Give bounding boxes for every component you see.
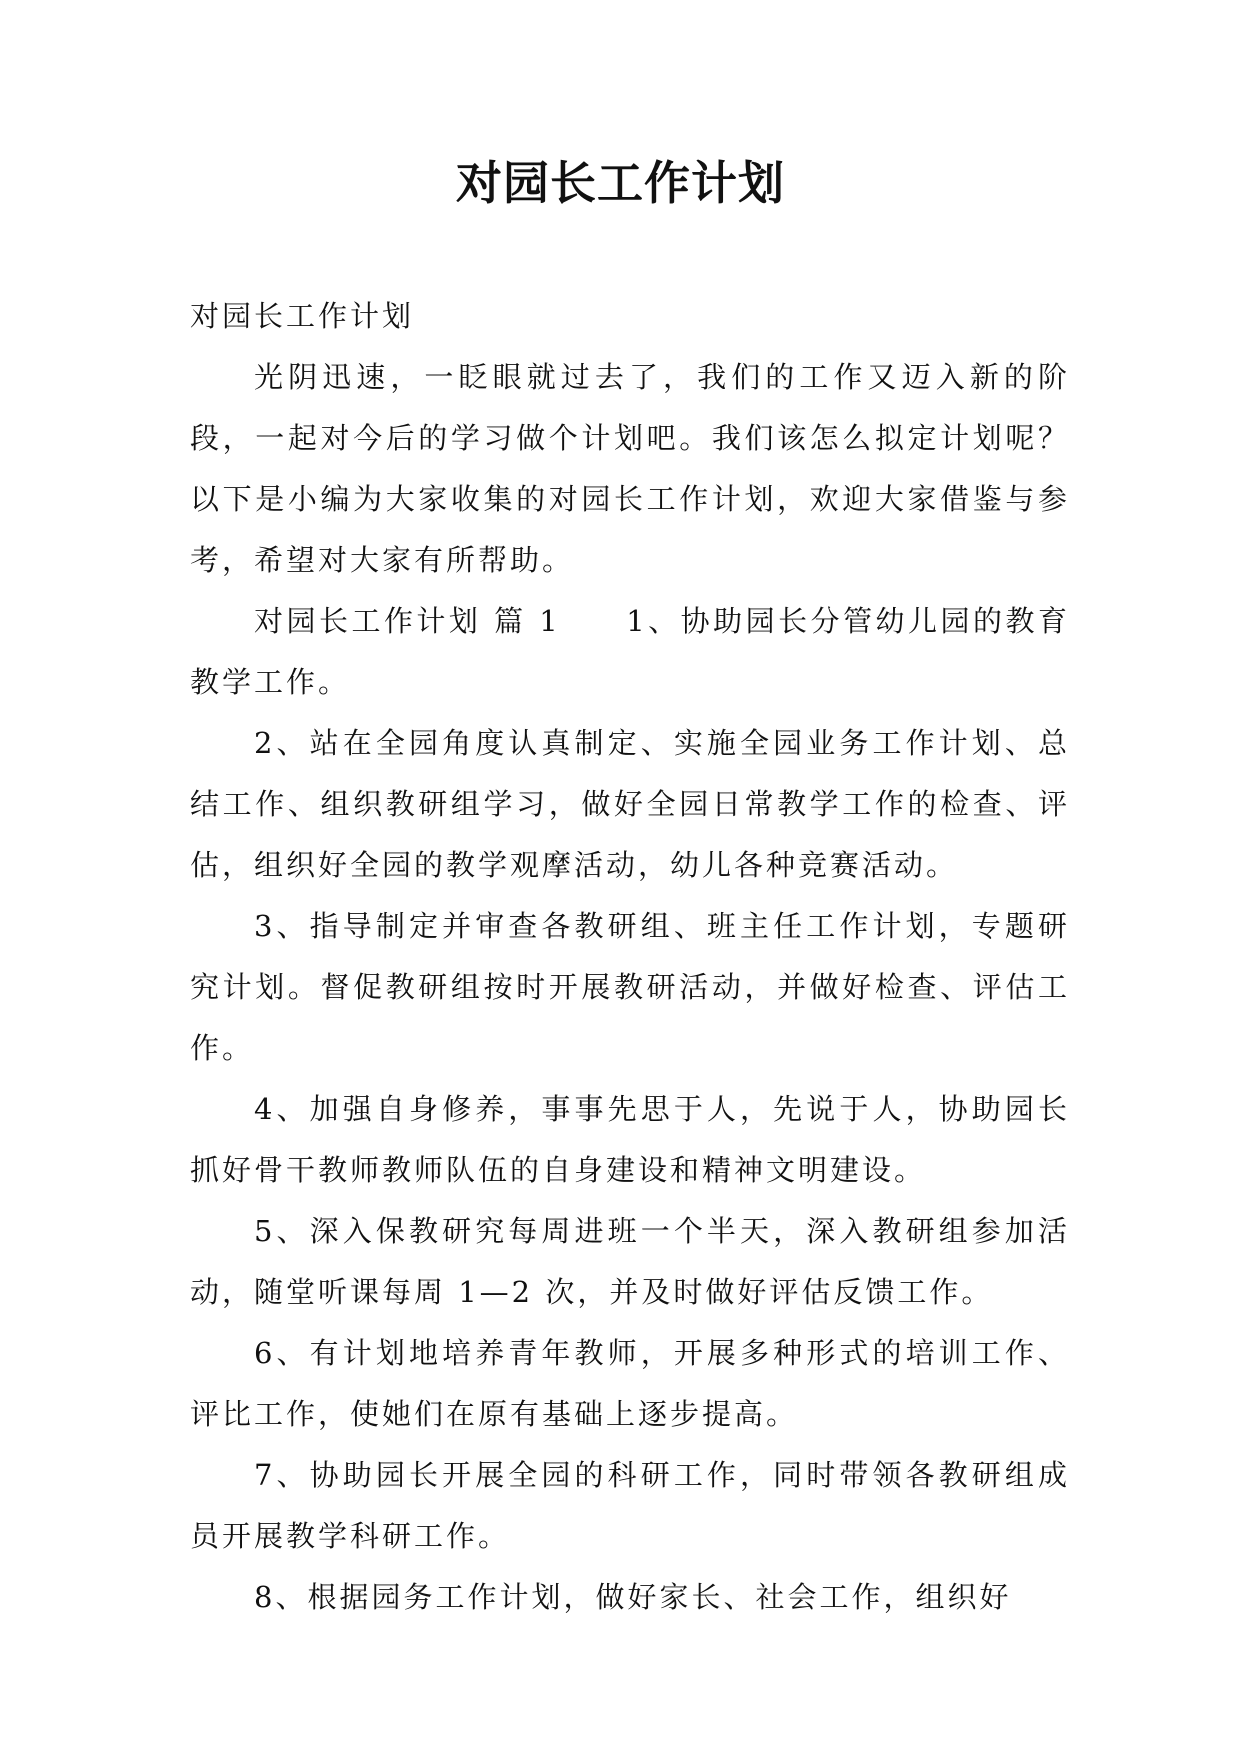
plan-item-8: 8、根据园务工作计划，做好家长、社会工作，组织好 <box>254 1580 1012 1614</box>
plan-item-5: 5、深入保教研究每周进班一个半天，深入教研组参加活动，随堂听课每周 1—2 次，并及时做好评估反馈工作。 <box>190 1214 1070 1309</box>
intro-paragraph: 光阴迅速，一眨眼就过去了，我们的工作又迈入新的阶段，一起对今后的学习做个计划吧。我们该怎么拟定计划呢？以下是小编为大家收集的对园长工作计划，欢迎大家借鉴与参考，希望对大家有所帮助。 <box>190 360 1070 577</box>
plan-item-1: 对园长工作计划 篇 1 1、协助园长分管幼儿园的教育教学工作。 <box>190 604 1070 699</box>
document-title: 对园长工作计划 <box>456 156 785 210</box>
plan-item-4: 4、加强自身修养，事事先思于人，先说于人，协助园长抓好骨干教师教师队伍的自身建设和精神文明建设。 <box>190 1092 1070 1187</box>
plan-item-3: 3、指导制定并审查各教研组、班主任工作计划，专题研究计划。督促教研组按时开展教研活动，并做好检查、评估工作。 <box>190 909 1070 1065</box>
plan-item-6: 6、有计划地培养青年教师，开展多种形式的培训工作、评比工作，使她们在原有基础上逐步提高。 <box>190 1336 1070 1431</box>
plan-item-7: 7、协助园长开展全园的科研工作，同时带领各教研组成员开展教学科研工作。 <box>190 1458 1070 1553</box>
document-subtitle: 对园长工作计划 <box>190 299 415 333</box>
plan-item-2: 2、站在全园角度认真制定、实施全园业务工作计划、总结工作、组织教研组学习，做好全园日常教学工作的检查、评估，组织好全园的教学观摩活动，幼儿各种竞赛活动。 <box>190 726 1070 882</box>
document-body <box>190 286 1070 1628</box>
